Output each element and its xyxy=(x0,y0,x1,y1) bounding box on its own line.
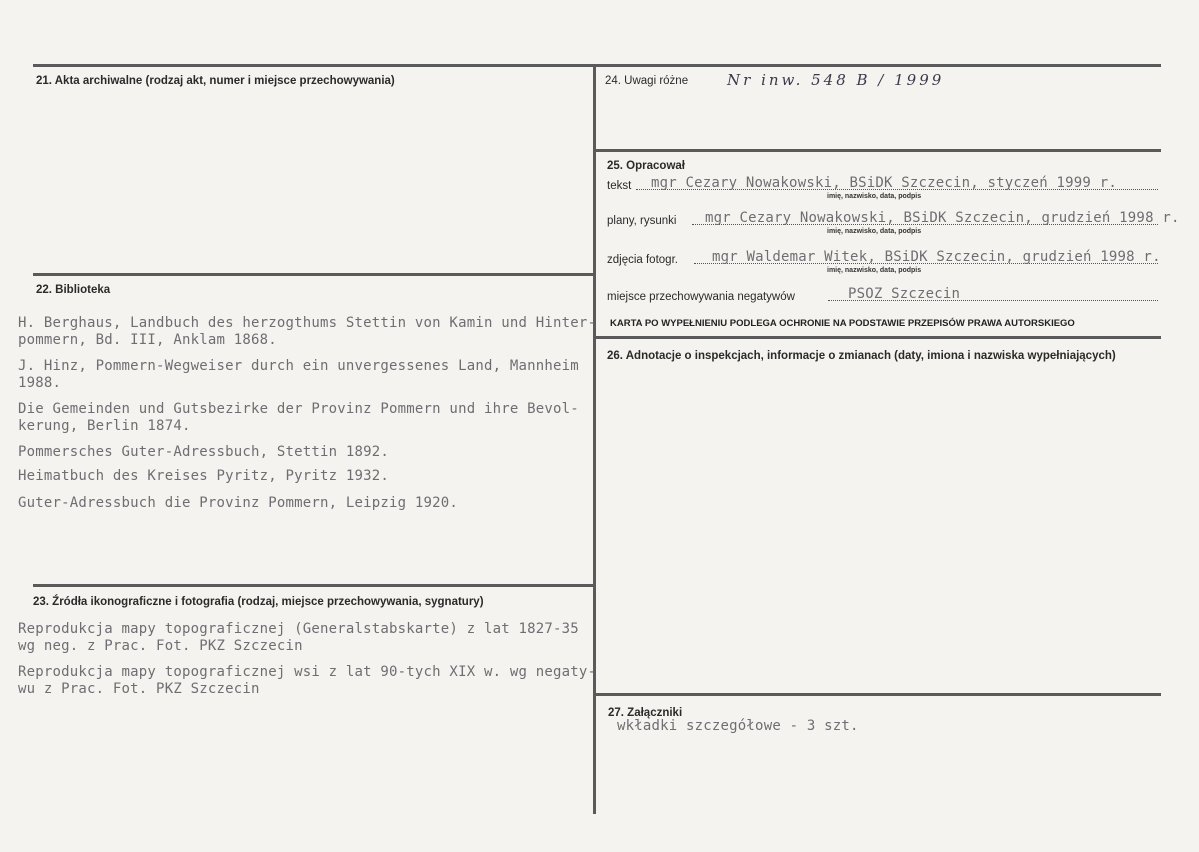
library-entry-6: Guter-Adressbuch die Provinz Pommern, Leipzig 1920. xyxy=(18,495,459,511)
library-entry-1-line-1: H. Berghaus, Landbuch des herzogthums Stettin von Kamin und Hinter- xyxy=(18,315,597,331)
section-24-label: 24. Uwagi różne xyxy=(605,75,689,87)
top-rule xyxy=(33,64,1161,67)
iconography-entry-1-line-2: wg neg. z Prac. Fot. PKZ Szczecin xyxy=(18,638,303,654)
iconography-entry-2-line-1: Reprodukcja mapy topograficznej wsi z lat 90-tych XIX w. wg negaty- xyxy=(18,664,597,680)
inventory-number-handwritten: Nr inw. 548 B / 1999 xyxy=(727,71,945,89)
library-entry-5: Heimatbuch des Kreises Pyritz, Pyritz 1932. xyxy=(18,468,390,484)
rule-24-25 xyxy=(595,149,1161,152)
section-27-label: 27. Załączniki xyxy=(608,707,683,719)
text-author-value: mgr Cezary Nowakowski, BSiDK Szczecin, styczeń 1999 r. xyxy=(651,175,1117,191)
text-author-label: tekst xyxy=(607,180,632,192)
rule-26-27 xyxy=(595,693,1161,696)
photos-author-value: mgr Waldemar Witek, BSiDK Szczecin, grudzień 1998 r. xyxy=(712,249,1161,265)
iconography-entry-2-line-2: wu z Prac. Fot. PKZ Szczecin xyxy=(18,681,260,697)
library-entry-1-line-2: pommern, Bd. III, Anklam 1868. xyxy=(18,332,277,348)
library-entry-3-line-2: kerung, Berlin 1874. xyxy=(18,418,191,434)
library-entry-2-line-2: 1988. xyxy=(18,375,62,391)
photos-author-label: zdjęcia fotogr. xyxy=(607,254,678,266)
section-26-label: 26. Adnotacje o inspekcjach, informacje o zmianach (daty, imiona i nazwiska wypełniających) xyxy=(607,350,1116,362)
library-entry-3-line-1: Die Gemeinden und Gutsbezirke der Provinz Pommern und ihre Bevol- xyxy=(18,401,579,417)
text-author-caption: imię, nazwisko, data, podpis xyxy=(827,193,922,200)
photos-author-caption: imię, nazwisko, data, podpis xyxy=(827,267,922,274)
section-21-label: 21. Akta archiwalne (rodzaj akt, numer i miejsce przechowywania) xyxy=(36,75,395,87)
rule-21-22 xyxy=(33,273,595,276)
section-25-label: 25. Opracował xyxy=(607,160,685,172)
rule-22-23 xyxy=(33,584,595,587)
attachments-value: wkładki szczegółowe - 3 szt. xyxy=(617,718,859,734)
plans-author-label: plany, rysunki xyxy=(607,215,677,227)
center-divider xyxy=(593,64,596,814)
negatives-location-label: miejsce przechowywania negatywów xyxy=(607,291,795,303)
library-entry-2-line-1: J. Hinz, Pommern-Wegweiser durch ein unvergessenes Land, Mannheim xyxy=(18,358,579,374)
plans-author-value: mgr Cezary Nowakowski, BSiDK Szczecin, grudzień 1998 r. xyxy=(705,210,1180,226)
library-entry-4: Pommersches Guter-Adressbuch, Stettin 1892. xyxy=(18,444,390,460)
rule-25-26 xyxy=(595,336,1161,339)
negatives-location-value: PSOZ Szczecin xyxy=(848,286,961,302)
copyright-notice: KARTA PO WYPEŁNIENIU PODLEGA OCHRONIE NA PODSTAWIE PRZEPISÓW PRAWA AUTORSKIEGO xyxy=(610,318,1075,329)
section-22-label: 22. Biblioteka xyxy=(36,284,111,296)
plans-author-caption: imię, nazwisko, data, podpis xyxy=(827,228,922,235)
section-23-label: 23. Źródła ikonograficzne i fotografia (rodzaj, miejsce przechowywania, sygnatury) xyxy=(33,596,484,608)
iconography-entry-1-line-1: Reprodukcja mapy topograficznej (Generalstabskarte) z lat 1827-35 xyxy=(18,621,579,637)
